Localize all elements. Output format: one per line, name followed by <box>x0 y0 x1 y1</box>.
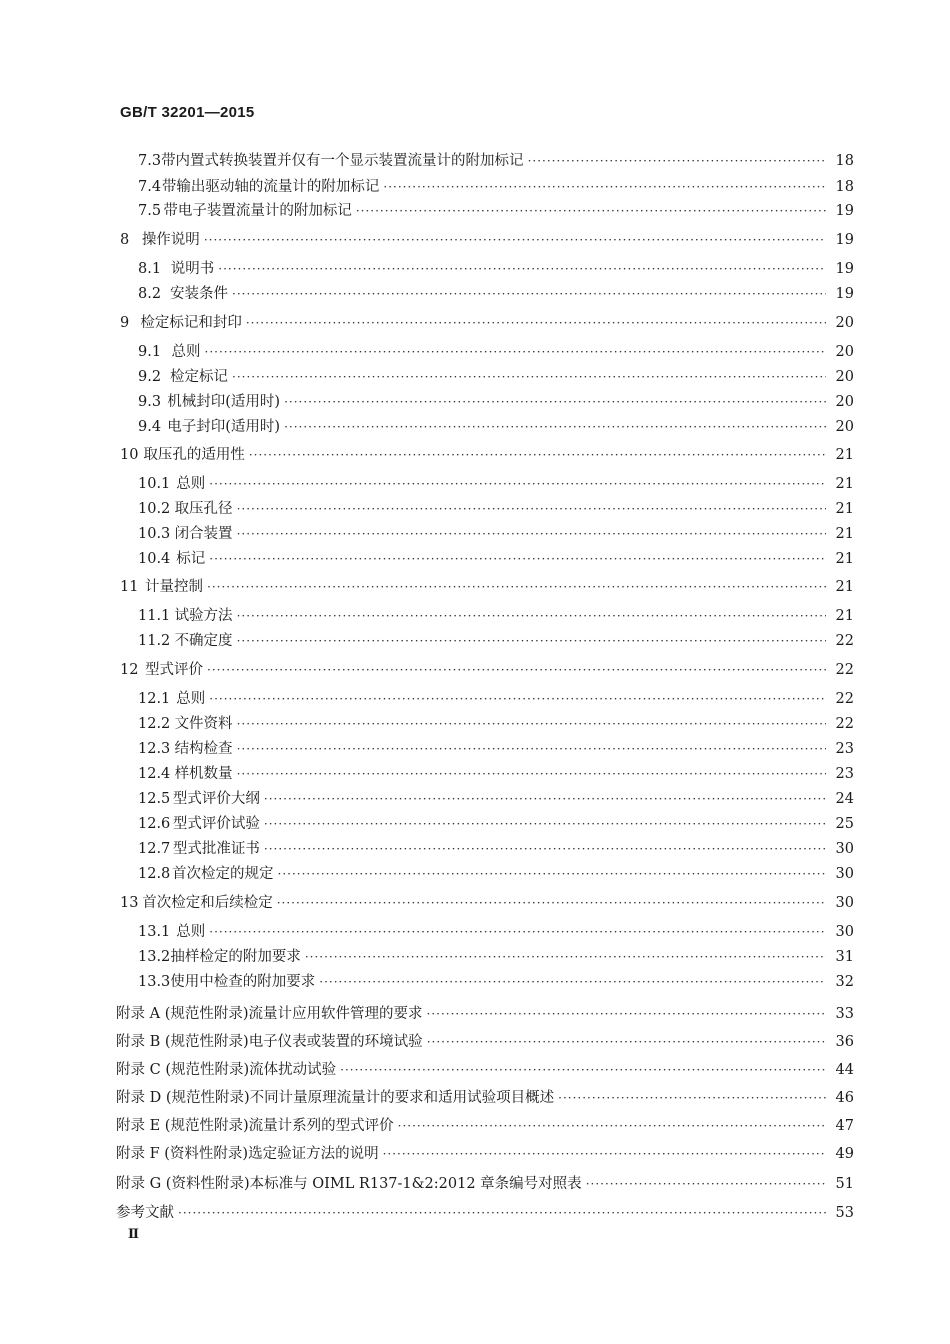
dot-leader <box>237 609 826 623</box>
toc-entry-page: 31 <box>835 949 854 965</box>
toc-entry-number: 10.1 <box>138 476 171 492</box>
toc-entry <box>116 1086 854 1108</box>
dot-leader <box>237 767 826 781</box>
toc-entry-page: 51 <box>835 1176 854 1192</box>
dot-leader <box>319 975 826 989</box>
toc-entry-page: 30 <box>835 924 854 940</box>
toc-entry-title: 检定标记 <box>170 369 229 385</box>
toc-entry <box>116 1030 854 1052</box>
toc-entry-title: 带输出驱动轴的流量计的附加标记 <box>161 179 380 195</box>
toc-entry <box>138 812 854 834</box>
toc-entry-title: 检定标记和封印 <box>140 315 242 331</box>
dot-leader <box>204 233 826 247</box>
toc-entry-page: 30 <box>835 866 854 882</box>
toc-entry-page: 21 <box>835 551 854 567</box>
dot-leader <box>356 204 826 218</box>
toc-entry-number: 12.6 <box>138 816 171 832</box>
toc-entry-title: 电子封印(适用时) <box>167 419 281 435</box>
toc-entry-page: 22 <box>835 716 854 732</box>
toc-entry-page: 21 <box>835 447 854 463</box>
toc-entry <box>138 415 854 437</box>
toc-entry <box>138 472 854 494</box>
toc-entry <box>138 737 854 759</box>
toc-entry-title: 型式评价 <box>145 662 204 678</box>
toc-entry-title: 机械封印(适用时) <box>167 394 281 410</box>
toc-entry-page: 21 <box>835 608 854 624</box>
toc-entry-page: 49 <box>835 1146 854 1162</box>
toc-entry-page: 18 <box>835 179 854 195</box>
dot-leader <box>246 316 826 330</box>
toc-entry-title: 带内置式转换装置并仅有一个显示装置流量计的附加标记 <box>161 153 524 169</box>
toc-entry <box>138 862 854 884</box>
toc-entry-page: 19 <box>835 232 854 248</box>
toc-entry <box>138 282 854 304</box>
toc-entry-title: 说明书 <box>170 261 215 277</box>
toc-entry <box>138 522 854 544</box>
toc-entry-title: 样机数量 <box>174 766 233 782</box>
toc-entry-title: 首次检定和后续检定 <box>142 895 273 911</box>
toc-entry-number: 附录 B (规范性附录) <box>116 1034 249 1050</box>
toc-entry-title: 型式批准证书 <box>172 841 260 857</box>
toc-entry-page: 47 <box>835 1118 854 1134</box>
toc-entry <box>138 547 854 569</box>
toc-entry <box>138 787 854 809</box>
toc-entry-title: 本标准与 OIML R137-1&2:2012 章条编号对照表 <box>249 1176 582 1192</box>
toc-entry-title: 计量控制 <box>145 579 204 595</box>
toc-entry-title: 取压孔的适用性 <box>143 447 245 463</box>
toc-entry-page: 33 <box>835 1006 854 1022</box>
dot-leader <box>427 1035 826 1049</box>
toc-entry-number: 12.2 <box>138 716 171 732</box>
page-number: Ⅱ <box>128 1227 139 1242</box>
toc-entry <box>120 891 854 913</box>
toc-entry-title: 总则 <box>176 476 206 492</box>
toc-entry-title: 安装条件 <box>170 286 229 302</box>
toc-entry-number: 13.3 <box>138 974 171 990</box>
toc-entry-number: 附录 F (资料性附录) <box>116 1146 249 1162</box>
dot-leader <box>284 420 826 434</box>
toc-entry <box>138 497 854 519</box>
dot-leader <box>237 742 826 756</box>
toc-entry-number: 8 <box>120 232 130 248</box>
toc-entry <box>116 1002 854 1024</box>
toc-entry <box>138 149 854 171</box>
toc-entry-number: 附录 D (规范性附录) <box>116 1090 250 1106</box>
toc-entry <box>120 228 854 250</box>
toc-entry-title: 操作说明 <box>141 232 200 248</box>
toc-entry-number: 附录 E (规范性附录) <box>116 1118 249 1134</box>
toc-entry-number: 13.2 <box>138 949 171 965</box>
toc-entry-number: 9 <box>120 315 130 331</box>
toc-entry-page: 24 <box>835 791 854 807</box>
dot-leader <box>528 154 826 168</box>
toc-entry-title: 取压孔径 <box>174 501 233 517</box>
dot-leader <box>264 792 826 806</box>
toc-entry-page: 19 <box>835 261 854 277</box>
dot-leader <box>232 287 826 301</box>
toc-entry-number: 附录 C (规范性附录) <box>116 1062 250 1078</box>
toc-entry-title: 闭合装置 <box>174 526 233 542</box>
dot-leader <box>237 634 826 648</box>
toc-entry-page: 21 <box>835 579 854 595</box>
toc-entry-number: 12.3 <box>138 741 171 757</box>
toc-entry-page: 23 <box>835 741 854 757</box>
dot-leader <box>383 1147 826 1161</box>
toc-entry-number: 11 <box>120 579 139 595</box>
toc-entry-title: 总则 <box>176 691 206 707</box>
dot-leader <box>427 1007 826 1021</box>
toc-entry-number: 9.1 <box>138 344 162 360</box>
dot-leader <box>205 345 826 359</box>
toc-entry <box>116 1114 854 1136</box>
dot-leader <box>232 370 826 384</box>
toc-entry-title: 首次检定的规定 <box>172 866 274 882</box>
dot-leader <box>207 580 826 594</box>
toc-entry-number: 13 <box>120 895 139 911</box>
dot-leader <box>278 867 826 881</box>
toc-entry <box>138 390 854 412</box>
toc-entry <box>138 712 854 734</box>
toc-entry-title: 流量计应用软件管理的要求 <box>248 1006 423 1022</box>
toc-entry <box>116 1201 854 1223</box>
toc-entry-number: 12.5 <box>138 791 171 807</box>
toc-entry <box>138 762 854 784</box>
dot-leader <box>237 502 826 516</box>
toc-entry-title: 流体扰动试验 <box>249 1062 337 1078</box>
toc-entry <box>138 629 854 651</box>
toc-entry-title: 型式评价试验 <box>172 816 260 832</box>
toc-entry-page: 30 <box>835 895 854 911</box>
toc-entry-title: 标记 <box>176 551 206 567</box>
dot-leader <box>277 896 826 910</box>
toc-entry-title: 带电子装置流量计的附加标记 <box>163 203 352 219</box>
dot-leader <box>383 180 826 194</box>
toc-entry-page: 53 <box>835 1205 854 1221</box>
toc-entry-page: 20 <box>835 419 854 435</box>
toc-entry-page: 36 <box>835 1034 854 1050</box>
toc-entry <box>138 920 854 942</box>
dot-leader <box>398 1119 826 1133</box>
dot-leader <box>249 448 826 462</box>
toc-entry <box>138 970 854 992</box>
toc-entry-page: 20 <box>835 394 854 410</box>
dot-leader <box>340 1063 826 1077</box>
dot-leader <box>305 950 826 964</box>
toc-entry-number: 7.5 <box>138 203 162 219</box>
toc-entry-page: 19 <box>835 203 854 219</box>
toc-entry-number: 9.3 <box>138 394 162 410</box>
toc-entry-page: 23 <box>835 766 854 782</box>
toc-entry-page: 30 <box>835 841 854 857</box>
toc-entry <box>138 604 854 626</box>
toc-entry-number: 10.3 <box>138 526 171 542</box>
toc-entry <box>120 575 854 597</box>
toc-entry <box>116 1172 854 1194</box>
toc-entry-title: 电子仪表或装置的环境试验 <box>248 1034 423 1050</box>
toc-entry <box>138 365 854 387</box>
toc-entry <box>138 257 854 279</box>
toc-entry-title: 文件资料 <box>174 716 233 732</box>
dot-leader <box>558 1091 826 1105</box>
dot-leader <box>178 1206 826 1220</box>
dot-leader <box>207 663 826 677</box>
toc-entry-page: 20 <box>835 315 854 331</box>
toc-entry <box>138 340 854 362</box>
toc-entry-number: 附录 A (规范性附录) <box>116 1006 249 1022</box>
toc-entry-number: 9.2 <box>138 369 162 385</box>
toc-entry-number: 9.4 <box>138 419 162 435</box>
toc-entry-number: 13.1 <box>138 924 171 940</box>
toc-entry-number: 12.4 <box>138 766 171 782</box>
toc-entry-page: 22 <box>835 662 854 678</box>
toc-entry-page: 21 <box>835 476 854 492</box>
toc-entry-title: 选定验证方法的说明 <box>248 1146 379 1162</box>
toc-entry-title: 抽样检定的附加要求 <box>170 949 301 965</box>
toc-entry-page: 22 <box>835 633 854 649</box>
toc-entry <box>120 443 854 465</box>
toc-entry-number: 12.8 <box>138 866 171 882</box>
toc-entry-page: 21 <box>835 526 854 542</box>
toc-entry-title: 结构检查 <box>174 741 233 757</box>
toc-entry-number: 8.1 <box>138 261 162 277</box>
toc-entry-number: 12.7 <box>138 841 171 857</box>
toc-entry-number: 10.4 <box>138 551 171 567</box>
toc-entry <box>138 175 854 197</box>
dot-leader <box>284 395 826 409</box>
dot-leader <box>586 1177 826 1191</box>
toc-entry-page: 19 <box>835 286 854 302</box>
dot-leader <box>218 262 826 276</box>
toc-entry-number: 12 <box>120 662 139 678</box>
toc-entry-number: 10.2 <box>138 501 171 517</box>
toc-entry-title: 使用中检查的附加要求 <box>170 974 316 990</box>
toc-entry-page: 20 <box>835 344 854 360</box>
dot-leader <box>209 925 826 939</box>
toc-entry-title: 参考文献 <box>116 1205 174 1221</box>
toc-entry-page: 32 <box>835 974 854 990</box>
toc-entry-title: 总则 <box>176 924 206 940</box>
toc-entry <box>138 837 854 859</box>
toc-entry-page: 22 <box>835 691 854 707</box>
dot-leader <box>264 842 826 856</box>
toc-entry-page: 18 <box>835 153 854 169</box>
toc-entry <box>120 658 854 680</box>
dot-leader <box>209 552 826 566</box>
dot-leader <box>237 717 826 731</box>
dot-leader <box>237 527 826 541</box>
toc-entry-number: 11.2 <box>138 633 171 649</box>
toc-entry-number: 附录 G (资料性附录) <box>116 1176 250 1192</box>
toc-entry-page: 25 <box>835 816 854 832</box>
toc-entry <box>138 945 854 967</box>
toc-entry <box>116 1142 854 1164</box>
toc-entry-title: 试验方法 <box>174 608 233 624</box>
toc-entry <box>120 311 854 333</box>
dot-leader <box>209 692 826 706</box>
toc-entry-title: 型式评价大纲 <box>172 791 260 807</box>
toc-entry-number: 11.1 <box>138 608 171 624</box>
toc-entry <box>138 687 854 709</box>
toc-entry-number: 10 <box>120 447 139 463</box>
toc-entry <box>138 199 854 221</box>
toc-entry-number: 8.2 <box>138 286 162 302</box>
toc-entry-title: 总则 <box>171 344 201 360</box>
toc-entry-number: 12.1 <box>138 691 171 707</box>
toc-entry-title: 不确定度 <box>174 633 233 649</box>
toc-entry-title: 流量计系列的型式评价 <box>248 1118 394 1134</box>
toc-entry-page: 46 <box>835 1090 854 1106</box>
toc-entry-number: 7.4 <box>138 179 162 195</box>
toc-entry-page: 21 <box>835 501 854 517</box>
toc-entry <box>116 1058 854 1080</box>
toc-entry-page: 44 <box>835 1062 854 1078</box>
standard-code-header: GB/T 32201—2015 <box>120 104 255 121</box>
toc-entry-title: 不同计量原理流量计的要求和适用试验项目概述 <box>249 1090 555 1106</box>
dot-leader <box>209 477 826 491</box>
dot-leader <box>264 817 826 831</box>
toc-entry-page: 20 <box>835 369 854 385</box>
toc-entry-number: 7.3 <box>138 153 162 169</box>
